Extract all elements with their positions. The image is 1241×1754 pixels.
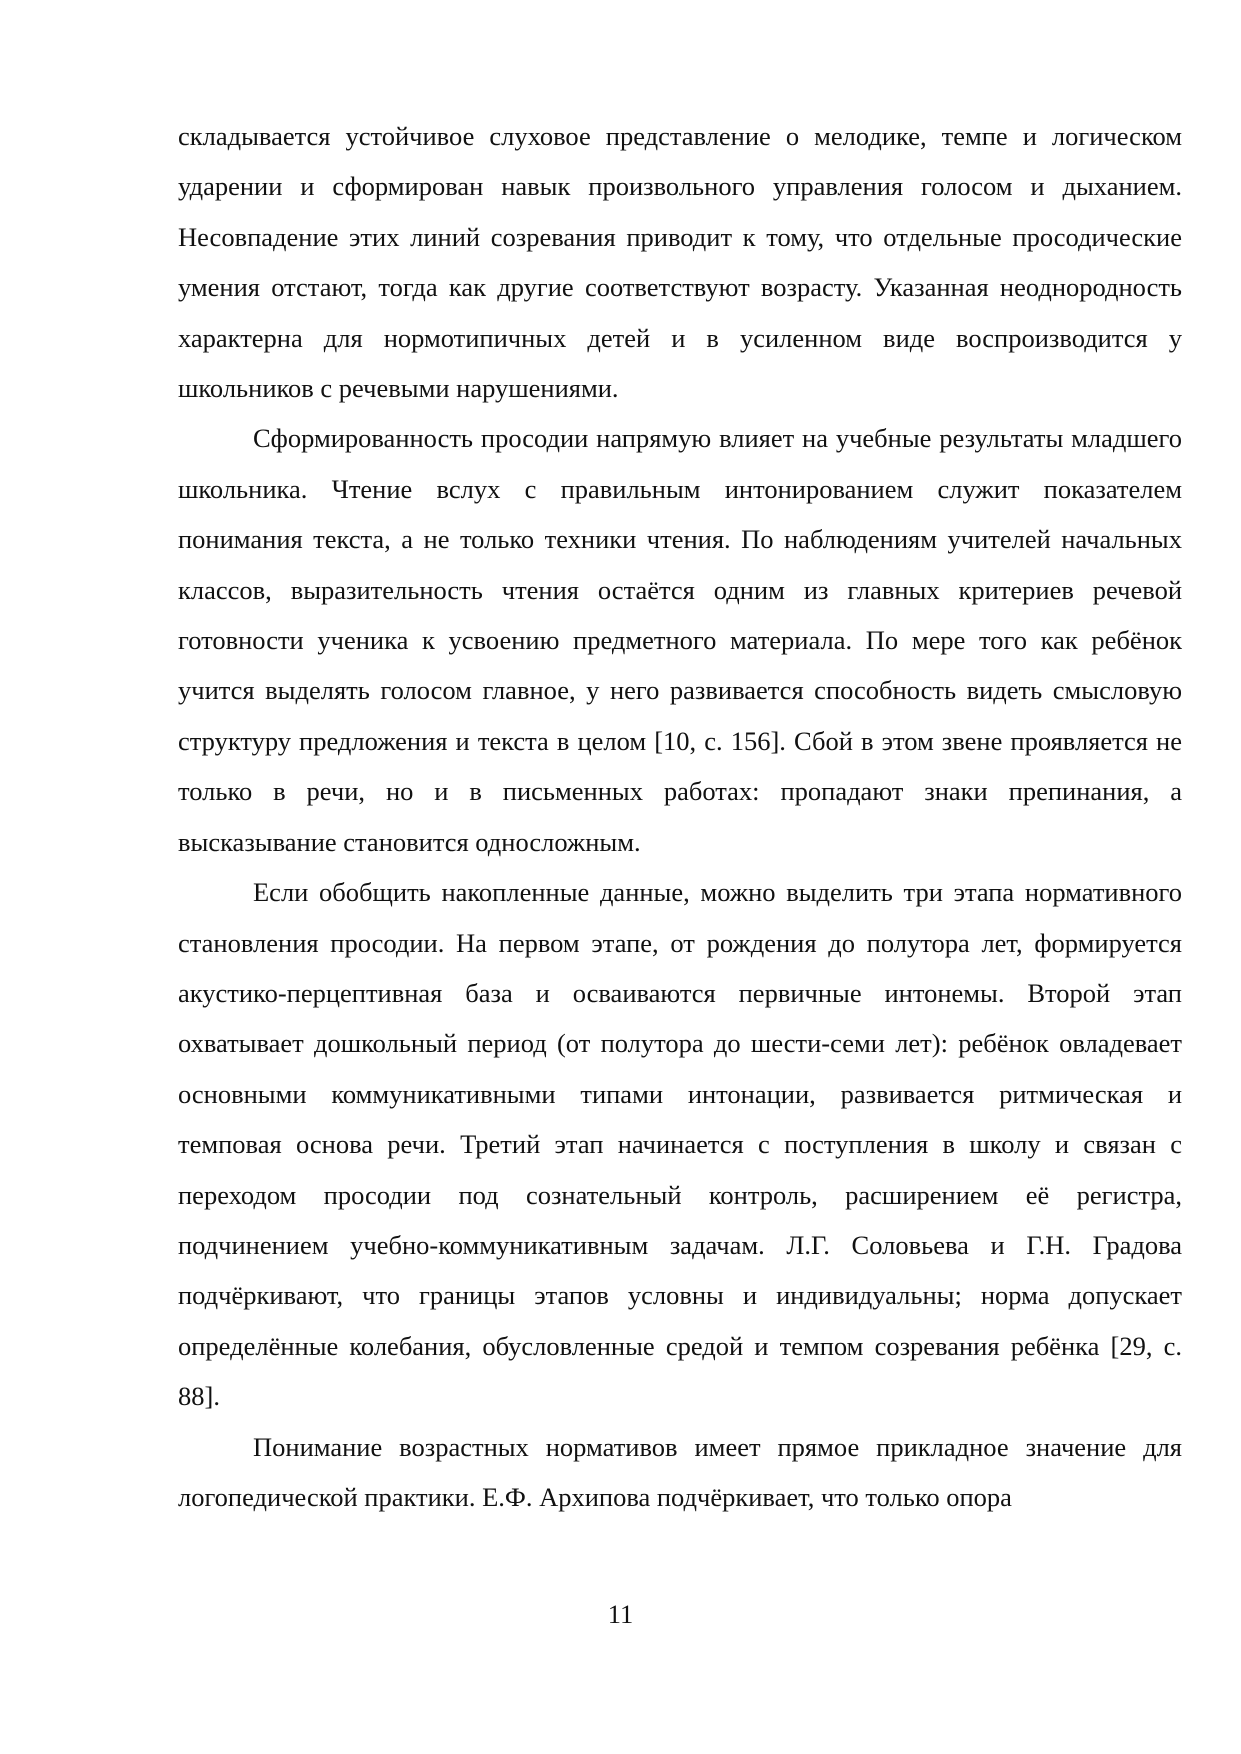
- paragraph-prosody-and-learning: Сформированность просодии напрямую влияет на учебные результаты младшего школьника. Чтение вслух с правильным интонированием служит показателем понимания текста, а не только техники чтения. По наблюдениям учителей начальных классов, выразительность чтения остаётся одним из главных критериев речевой готовности ученика к усвоению предметного материала. По мере того как ребёнок учится выделять голосом главное, у него развивается способность видеть смысловую структуру предложения и текста в целом [10, с. 156]. Сбой в этом звене проявляется не только в речи, но и в письменных работах: пропадают знаки препинания, а высказывание становится односложным.: [178, 423, 1182, 857]
- paragraph-continuation: складывается устойчивое слуховое представление о мелодике, темпе и логическом ударении и сформирован навык произвольного управления голосом и дыханием. Несовпадение этих линий созревания приводит к тому, что отдельные просодические умения отстают, тогда как другие соответствуют возрасту. Указанная неоднородность характерна для нормотипичных детей и в усиленном виде воспроизводится у школьников с речевыми нарушениями.: [178, 121, 1182, 404]
- page-body: [178, 111, 1182, 1522]
- paragraph-age-norms: Понимание возрастных нормативов имеет прямое прикладное значение для логопедической практики. Е.Ф. Архипова подчёркивает, что только опора: [178, 1431, 1182, 1512]
- paragraph-prosody-stages: Если обобщить накопленные данные, можно выделить три этапа нормативного становления просодии. На первом этапе, от рождения до полутора лет, формируется акустико-перцептивная база и осваиваются первичные интонемы. Второй этап охватывает дошкольный период (от полутора до шести-семи лет): ребёнок овладевает основными коммуникативными типами интонации, развивается ритмическая и темповая основа речи. Третий этап начинается с поступления в школу и связан с переходом просодии под сознательный контроль, расширением её регистра, подчинением учебно-коммуникативным задачам. Л.Г. Соловьева и Г.Н. Градова подчёркивают, что границы этапов условны и индивидуальны; норма допускает определённые колебания, обусловленные средой и темпом созревания ребёнка [29, с. 88].: [178, 877, 1182, 1412]
- page-number: 11: [607, 1599, 634, 1629]
